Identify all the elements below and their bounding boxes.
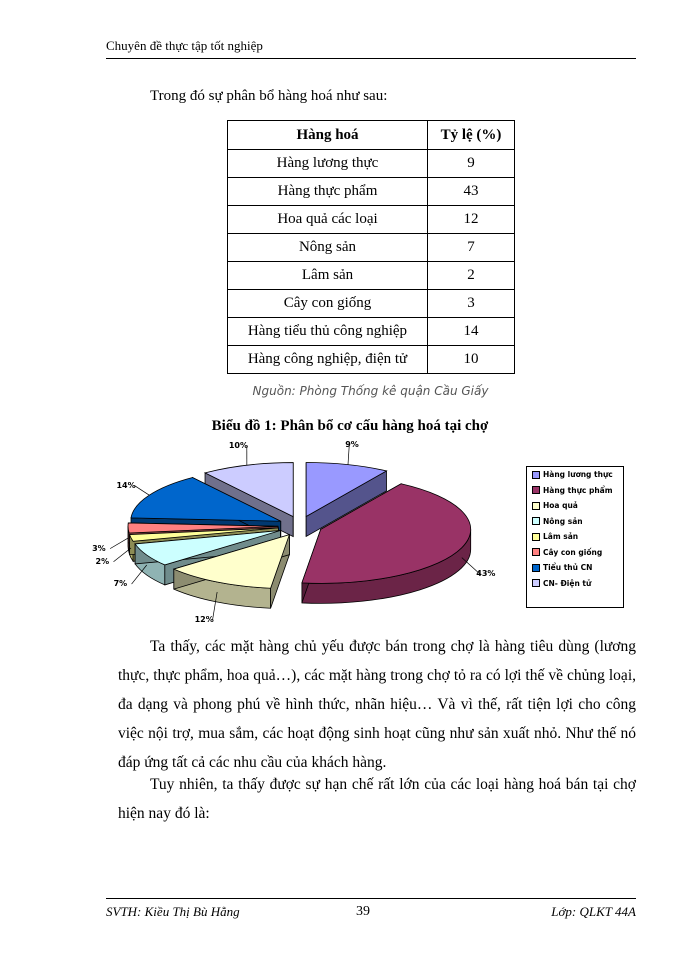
intro-text: Trong đó sự phân bổ hàng hoá như sau:	[150, 88, 388, 104]
legend-label: Tiểu thủ CN	[543, 563, 593, 573]
legend-item	[527, 483, 623, 499]
legend-label: Hoa quả	[543, 501, 578, 511]
pie-percent-label: 7%	[113, 579, 128, 589]
table-cell-goods: Hàng lương thực	[228, 150, 428, 178]
table-header-goods: Hàng hoá	[228, 121, 428, 150]
pie-leader-line	[134, 486, 149, 496]
legend-item	[527, 576, 623, 592]
pie-leader-line	[114, 548, 132, 562]
paragraph-1: Ta thấy, các mặt hàng chủ yếu được bán trong chợ là hàng tiêu dùng (lương thực, thực phẩm, hoa quả…), các mặt hàng trong chợ tỏ ra có lợi thế về chủng loại, đa dạng và phong phú về hình thức, nhãn hiệu… Và vì thế, rất tiện lợi cho công việc nội trợ, mua sắm, các hoạt động sinh hoạt cũng như sản xuất nhỏ. Như thế nó đáp ứng tất cả các nhu cầu của khách hàng.	[118, 638, 636, 771]
table-header-ratio: Tỷ lệ (%)	[428, 121, 515, 150]
pie-percent-label: 3%	[92, 543, 106, 553]
pie-percent-label: 14%	[116, 480, 136, 490]
table-cell-ratio: 12	[428, 206, 515, 234]
table-cell-goods: Hoa quả các loại	[228, 206, 428, 234]
footer-author: SVTH: Kiều Thị Bù Hằng	[106, 904, 240, 919]
legend-swatch	[532, 548, 540, 556]
legend-label: Hàng lương thực	[543, 470, 613, 480]
legend-label: CN- Điện tử	[543, 578, 592, 588]
legend-item	[527, 498, 623, 514]
table-cell-ratio: 3	[428, 290, 515, 318]
table-cell-ratio: 14	[428, 318, 515, 346]
table-cell-ratio: 7	[428, 234, 515, 262]
pie-percent-label: 2%	[95, 556, 110, 566]
legend-label: Lâm sản	[543, 532, 579, 542]
pie-percent-label: 43%	[476, 569, 496, 579]
table-cell-ratio: 43	[428, 178, 515, 206]
footer-rule	[106, 898, 636, 899]
table-cell-goods: Hàng công nghiệp, điện tử	[228, 346, 428, 374]
legend-label: Cây con giống	[543, 547, 603, 557]
pie-percent-label: 9%	[345, 440, 359, 450]
paragraph-2: Tuy nhiên, ta thấy được sự hạn chế rất lớn của các loại hàng hoá bán tại chợ hiện nay đó là:	[118, 776, 636, 822]
legend-item	[527, 529, 623, 545]
legend-item	[527, 560, 623, 576]
table-cell-ratio: 2	[428, 262, 515, 290]
pie-leader-line	[110, 538, 128, 549]
table-cell-ratio: 10	[428, 346, 515, 374]
source-note: Nguồn: Phòng Thống kê quận Cầu Giấy	[252, 384, 489, 398]
pie-percent-label: 10%	[228, 441, 248, 451]
legend-label: Nông sản	[543, 516, 583, 526]
legend-swatch	[532, 471, 540, 479]
page-header: Chuyên đề thực tập tốt nghiệp	[106, 38, 263, 53]
table-cell-goods: Hàng tiểu thủ công nghiệp	[228, 318, 428, 346]
legend-item	[527, 467, 623, 483]
legend-swatch	[532, 502, 540, 510]
chart-legend	[526, 466, 624, 608]
table-cell-ratio: 9	[428, 150, 515, 178]
chart-title: Biểu đồ 1: Phân bổ cơ cấu hàng hoá tại chợ	[211, 418, 489, 434]
legend-label: Hàng thực phẩm	[543, 485, 613, 495]
legend-swatch	[532, 564, 540, 572]
page-number: 39	[356, 904, 370, 919]
legend-swatch	[532, 579, 540, 587]
legend-swatch	[532, 486, 540, 494]
table-cell-goods: Hàng thực phẩm	[228, 178, 428, 206]
legend-item	[527, 545, 623, 561]
legend-swatch	[532, 517, 540, 525]
table-cell-goods: Cây con giống	[228, 290, 428, 318]
legend-item	[527, 514, 623, 530]
legend-swatch	[532, 533, 540, 541]
table-cell-goods: Nông sản	[228, 234, 428, 262]
footer-class: Lớp: QLKT 44A	[551, 904, 636, 919]
table-cell-goods: Lâm sản	[228, 262, 428, 290]
pie-percent-label: 12%	[194, 614, 214, 624]
